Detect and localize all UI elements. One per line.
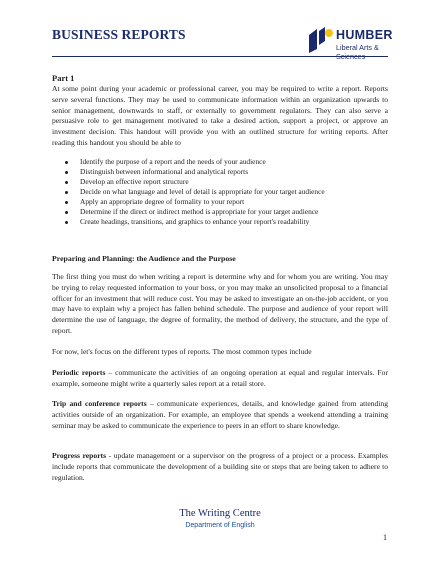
intro-paragraph: At some point during your academic or professional career, you may be required to write a report. Reports serve several functions. They may be used to communicate information within an organization upwards to senior management, downwards to staff, or externally to government regulators. They can also serve a persuasive role to get management motivated to take a desired action, support a project, or approve an investment decision. This handout will provide you with an outlined structure for writing reports. After reading this handout you should be able to xyxy=(52,84,388,147)
list-item: Create headings, transitions, and graphics to enhance your report's readability xyxy=(65,217,385,227)
section-heading: Preparing and Planning: the Audience and the Purpose xyxy=(52,254,236,263)
list-item: Decide on what language and level of detail is appropriate for your target audience xyxy=(65,187,385,197)
bullet-icon xyxy=(65,221,68,224)
bullet-icon xyxy=(65,161,68,164)
logo-subtitle: Liberal Arts & xyxy=(336,43,379,52)
footer-subtitle: Department of English xyxy=(185,522,255,529)
progress-reports-paragraph: Progress reports - update management or a supervisor on the progress of a project or a process. Examples include reports that communicate the development of a building site or steps that are being taken to adhere to regulation. xyxy=(52,451,388,482)
progress-reports-term: Progress reports xyxy=(52,451,107,460)
list-item: Determine if the direct or indirect method is appropriate for your target audience xyxy=(65,207,385,217)
periodic-reports-paragraph: Periodic reports – communicate the activities of an ongoing operation at equal and regular intervals. For example, someone might write a quarterly sales report at a retail store. xyxy=(52,368,388,388)
trip-reports-term: Trip and conference reports xyxy=(52,399,147,408)
types-intro-paragraph: For now, let's focus on the different types of reports. The most common types include xyxy=(52,347,312,356)
periodic-reports-term: Periodic reports xyxy=(52,368,106,377)
bullet-icon xyxy=(65,211,68,214)
planning-paragraph: The first thing you must do when writing a report is determine why and for whom you are writing. You may be trying to relay requested information to your boss, or you may make an unsolicited proposal to a financial officer for an investment that will reduce cost. You may be asked to investigate an on-the-job accident, or you may have to explain why a project has fallen behind schedule. The purpose and audience of your report will determine the use of language, the degree of formality, the method of delivery, the structure, and the type of report. xyxy=(52,272,388,335)
list-item: Identify the purpose of a report and the needs of your audience xyxy=(65,157,385,167)
humber-logo-mark-icon xyxy=(309,27,333,53)
part-label: Part 1 xyxy=(52,73,75,83)
list-item: Distinguish between informational and analytical reports xyxy=(65,167,385,177)
bullet-icon xyxy=(65,171,68,174)
logo-name: HUMBER xyxy=(336,28,393,42)
humber-logo xyxy=(309,27,409,55)
bullet-icon xyxy=(65,201,68,204)
list-item: Develop an effective report structure xyxy=(65,177,385,187)
document-title: BUSINESS REPORTS xyxy=(52,27,186,42)
trip-reports-paragraph: Trip and conference reports – communicate experiences, details, and knowledge gained from attending activities outside of an organization. For example, an employee that spends a weekend attending a training seminar may be asked to communicate the experience to peers in an effort to share knowledge. xyxy=(52,399,388,430)
list-item: Apply an appropriate degree of formality to your report xyxy=(65,197,385,207)
bullet-icon xyxy=(65,181,68,184)
page-number: 1 xyxy=(383,533,387,542)
objectives-list xyxy=(65,157,385,227)
bullet-icon xyxy=(65,191,68,194)
footer-title: The Writing Centre xyxy=(179,508,261,519)
header-divider xyxy=(52,56,388,57)
